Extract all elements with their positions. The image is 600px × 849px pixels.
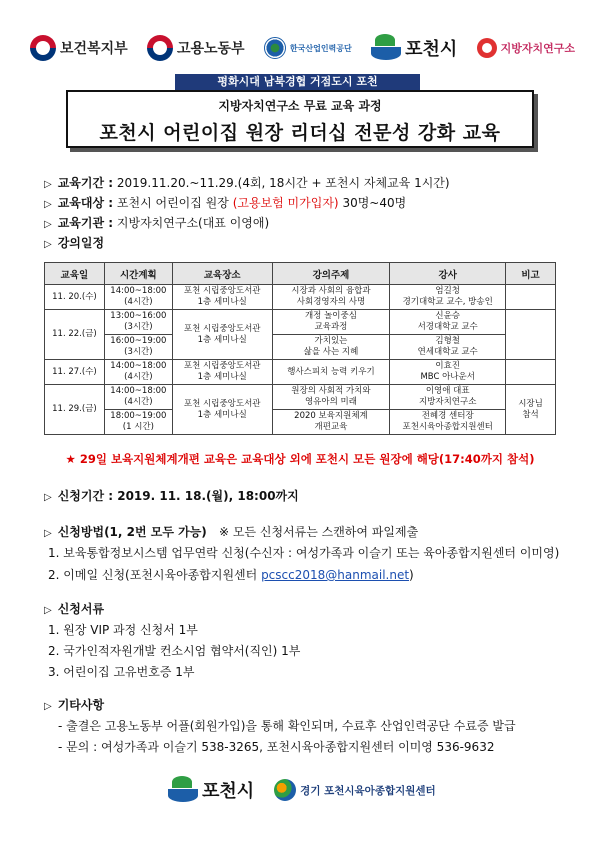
table-row: 11. 22.(금) 13:00~16:00 (3시간) 포천 시립중앙도서관 1층 세미나실 개정 놀이중심 교육과정 신윤승 서경대학교 교수: [45, 310, 556, 335]
taeguk-icon: [30, 35, 56, 61]
triangle-bullet-icon: ▷: [44, 492, 52, 503]
docs-item: 2. 국가인적자원개발 컨소시엄 협약서(직인) 1부: [48, 644, 301, 658]
etc-item: - 문의 : 여성가족과 이슬기 538-3265, 포천시육아종합지원센터 이미영 536-9632: [58, 740, 495, 754]
table-row: 11. 20.(수) 14:00~18:00 (4시간) 포천 시립중앙도서관 1층 세미나실 시장과 사회의 융합과 사회경영자의 사명 엄길청 경기대학교 교수, 방송인: [45, 285, 556, 310]
table-row: 11. 29.(금) 14:00~18:00 (4시간) 포천 시립중앙도서관 1층 세미나실 원장의 사회적 가치와 영유아의 미래 이영애 대표 지방자치연구소 시장님 참석: [45, 385, 556, 410]
institute-logo-text: 지방자치연구소: [500, 42, 575, 55]
moel-logo-text: 고용노동부: [176, 41, 245, 57]
institute-emblem-icon: [477, 38, 497, 58]
footer-center-logo: [274, 779, 436, 801]
docs-item: 3. 어린이집 고유번호증 1부: [48, 665, 195, 679]
info-organization: ▷ 교육기관 : 지방자치연구소(대표 이영애): [44, 216, 270, 230]
triangle-bullet-icon: ▷: [44, 605, 52, 616]
institute-logo: [477, 38, 575, 58]
apply-method-heading: ▷ 신청방법(1, 2번 모두 가능) ※ 모든 신청서류는 스캔하여 파일제출: [44, 525, 419, 539]
header-note: 비고: [506, 263, 556, 285]
notice-text: ★ 29일 보육지원체계개편 교육은 교육대상 외에 포천시 모든 원장에 해당(17:40까지 참석): [65, 452, 535, 466]
pocheon-logo-text: 포천시: [405, 39, 458, 60]
etc-item: - 출결은 고용노동부 어플(회원가입)을 통해 확인되며, 수료후 산업인력공단 수료증 발급: [58, 719, 516, 733]
table-header-row: [45, 263, 556, 285]
apply-period: ▷ 신청기간 : 2019. 11. 18.(월), 18:00까지: [44, 489, 299, 503]
docs-item: 1. 원장 VIP 과정 신청서 1부: [48, 623, 198, 637]
page-title: 포천시 어린이집 원장 리더십 전문성 강화 교육: [99, 122, 501, 144]
header-date: 교육일: [45, 263, 105, 285]
header-lecturer: 강사: [390, 263, 506, 285]
info-target: ▷ 교육대상 : 포천시 어린이집 원장 (고용보험 미가입자) 30명~40명: [44, 196, 407, 210]
header-topic: 강의주제: [272, 263, 390, 285]
triangle-bullet-icon: ▷: [44, 179, 52, 190]
docs-heading: ▷ 신청서류: [44, 602, 105, 616]
header-place: 교육장소: [172, 263, 272, 285]
apply-method-1: 1. 보육통합정보시스템 업무연락 신청(수신자 : 여성가족과 이슬기 또는 육아종합지원센터 이미영): [48, 546, 560, 560]
schedule-table: [44, 262, 556, 435]
hrdk-logo: [264, 37, 352, 59]
triangle-bullet-icon: ▷: [44, 219, 52, 230]
triangle-bullet-icon: ▷: [44, 239, 52, 250]
table-row: 16:00~19:00 (3시간) 가치있는 삶을 사는 지혜 김형철 연세대학교 교수: [45, 335, 556, 360]
etc-heading: ▷ 기타사항: [44, 698, 105, 712]
hrdk-logo-text: 한국산업인력공단: [289, 43, 352, 53]
info-schedule-heading: ▷ 강의일정: [44, 236, 105, 250]
mohw-logo: [30, 35, 128, 61]
footer-center-text: 경기 포천시육아종합지원센터: [300, 784, 436, 797]
pocheon-emblem-icon: [371, 34, 401, 62]
header-logos: [30, 28, 575, 68]
info-period: ▷ 교육기간 : 2019.11.20.~11.29.(4회, 18시간 + 포천시 자체교육 1시간): [44, 176, 450, 190]
taeguk-icon: [147, 35, 173, 61]
title-box: [66, 90, 534, 148]
mohw-logo-text: 보건복지부: [60, 41, 128, 57]
triangle-bullet-icon: ▷: [44, 199, 52, 210]
hrdk-emblem-icon: [264, 37, 286, 59]
header-time: 시간계획: [104, 263, 172, 285]
title-subtitle: 지방자치연구소 무료 교육 과정: [218, 99, 382, 113]
childcare-center-icon: [274, 779, 296, 801]
moel-logo: [147, 35, 245, 61]
footer-logos: [168, 770, 438, 810]
pocheon-emblem-icon: [168, 776, 198, 804]
pocheon-logo: [371, 34, 457, 62]
footer-pocheon-logo: [168, 776, 254, 804]
apply-method-2: 2. 이메일 신청(포천시육아종합지원센터 pcscc2018@hanmail.net): [48, 568, 414, 582]
footer-pocheon-text: 포천시: [202, 781, 255, 802]
email-link[interactable]: pcscc2018@hanmail.net: [261, 568, 410, 582]
triangle-bullet-icon: ▷: [44, 701, 52, 712]
table-row: 11. 27.(수) 14:00~18:00 (4시간) 포천 시립중앙도서관 1층 세미나실 행사스피치 능력 키우기 이효진 MBC 아나운서: [45, 360, 556, 385]
slogan-banner: 평화시대 남북경협 거점도시 포천: [175, 74, 420, 90]
table-row: 18:00~19:00 (1 시간) 2020 보육지원체계 개편교육 전혜경 센터장 포천시육아종합지원센터: [45, 410, 556, 435]
triangle-bullet-icon: ▷: [44, 528, 52, 539]
